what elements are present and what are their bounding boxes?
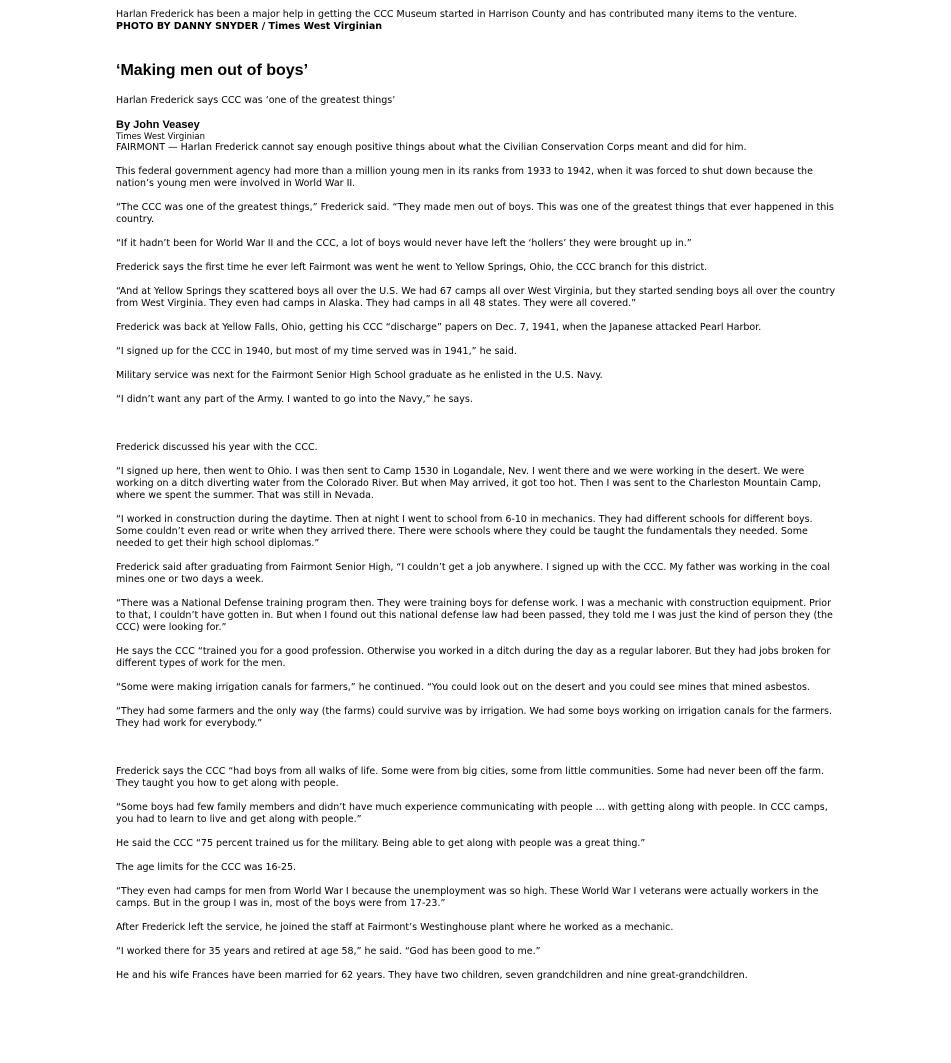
paragraph: Frederick discussed his year with the CCC. (116, 442, 318, 453)
article (116, 9, 841, 994)
paragraph: “I worked in construction during the daytime. Then at night I went to school from 6-10 in mechanics. They had different schools for different boys. Some couldn’t even read or write when they arrived there. There were schools where they could be taught the fundamentals they needed. Some needed to get their high school diplomas.” (116, 514, 813, 549)
paragraph: He said the CCC “75 percent trained us for the military. Being able to get along with people was a great thing.” (116, 838, 646, 849)
paragraph: “I signed up for the CCC in 1940, but most of my time served was in 1941,” he said. (116, 346, 517, 357)
paragraph: FAIRMONT — Harlan Frederick cannot say enough positive things about what the Civilian Conservation Corps meant and did for him. (116, 142, 747, 153)
photo-caption: Harlan Frederick has been a major help in getting the CCC Museum started in Harrison County and has contributed many items to the venture. (116, 9, 798, 20)
paragraph: “I didn’t want any part of the Army. I wanted to go into the Navy,” he says. (116, 394, 473, 405)
paragraph: Frederick said after graduating from Fairmont Senior High, “I couldn’t get a job anywhere. I signed up with the CCC. My father was working in the coal mines one or two days a week. (116, 562, 831, 585)
paragraph: Frederick was back at Yellow Falls, Ohio, getting his CCC “discharge” papers on Dec. 7, 1941, when the Japanese attacked Pearl Harbor. (116, 322, 762, 333)
photo-credit: PHOTO BY DANNY SNYDER / Times West Virginian (116, 21, 383, 32)
section-break (116, 418, 841, 442)
paragraph: “And at Yellow Springs they scattered boys all over the U.S. We had 67 camps all over West Virginia, but they started sending boys all over the country from West Virginia. They even had camps in Alaska. They had camps in all 48 states. They were all covered.” (116, 286, 836, 309)
headline: ‘Making men out of boys’ (116, 62, 309, 79)
paragraph: “The CCC was one of the greatest things,” Frederick said. “They made men out of boys. This was one of the greatest things that ever happened in this country. (116, 202, 834, 225)
paragraph: He says the CCC “trained you for a good profession. Otherwise you worked in a ditch during the day as a regular laborer. But they had jobs broken for different types of work for the men. (116, 646, 831, 669)
paragraph: “Some boys had few family members and didn’t have much experience communicating with people ... with getting along with people. In CCC camps, you had to learn to live and get along with people.” (116, 802, 828, 825)
paragraph: “I worked there for 35 years and retired at age 58,” he said. “God has been good to me.” (116, 946, 541, 957)
paragraph: Military service was next for the Fairmont Senior High School graduate as he enlisted in the U.S. Navy. (116, 370, 603, 381)
paragraph: After Frederick left the service, he joined the staff at Fairmont’s Westinghouse plant where he worked as a mechanic. (116, 922, 674, 933)
byline: By John Veasey (116, 119, 200, 131)
paragraph: “They even had camps for men from World War I because the unemployment was so high. These World War I veterans were actually workers in the camps. But in the group I was in, most of the boys were from 17-23.” (116, 886, 819, 909)
paragraph: He and his wife Frances have been married for 62 years. They have two children, seven grandchildren and nine great-grandchildren. (116, 970, 748, 981)
paragraph: Frederick says the CCC “had boys from all walks of life. Some were from big cities, some from little communities. Some had never been off the farm. They taught you how to get along with people. (116, 766, 825, 789)
paragraph: “I signed up here, then went to Ohio. I was then sent to Camp 1530 in Logandale, Nev. I went there and we were working in the desert. We were working on a ditch diverting water from the Colorado River. But when May arrived, it got too hot. Then I was sent to the Charleston Mountain Camp, where we spent the summer. That was still in Nevada. (116, 466, 822, 501)
paragraph: “There was a National Defense training program then. They were training boys for defense work. I was a mechanic with construction equipment. Prior to that, I couldn’t have gotten in. But when I found out this national defense law had been passed, they told me I was just the kind of person they (the CCC) were looking for.” (116, 598, 833, 633)
paragraph: “If it hadn’t been for World War II and the CCC, a lot of boys would never have left the ‘hollers’ they were brought up in.” (116, 238, 692, 249)
paragraph: The age limits for the CCC was 16-25. (116, 862, 297, 873)
paragraph: “Some were making irrigation canals for farmers,” he continued. “You could look out on the desert and you could see mines that mined asbestos. (116, 682, 810, 693)
article-body (116, 142, 841, 982)
subheadline: Harlan Frederick says CCC was ‘one of the greatest things’ (116, 95, 396, 106)
paragraph: This federal government agency had more than a million young men in its ranks from 1933 to 1942, when it was forced to shut down because the nation’s young men were involved in World War II. (116, 166, 813, 189)
paragraph: “They had some farmers and the only way (the farms) could survive was by irrigation. We had some boys working on irrigation canals for the farmers. They had work for everybody.” (116, 706, 833, 729)
paragraph: Frederick says the first time he ever left Fairmont was went he went to Yellow Springs, Ohio, the CCC branch for this district. (116, 262, 708, 273)
section-break (116, 742, 841, 766)
byline-affiliation: Times West Virginian (116, 132, 205, 142)
